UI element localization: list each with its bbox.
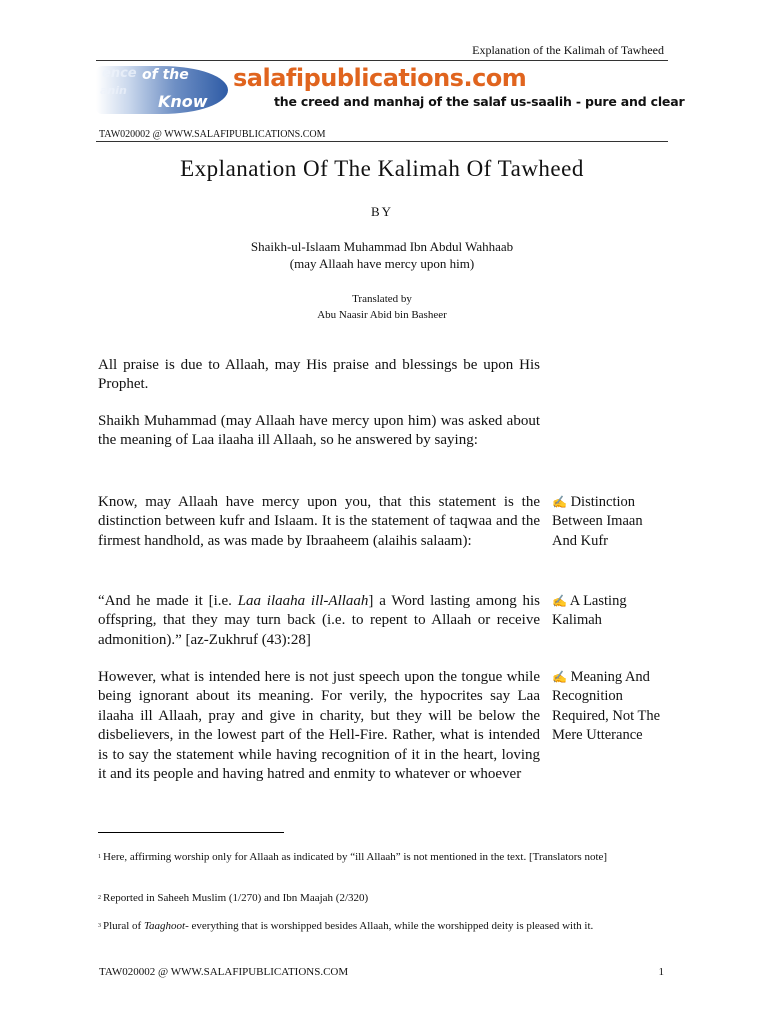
site-tagline: the creed and manhaj of the salaf us-saalih - pure and clear xyxy=(274,94,685,109)
footer-document-id: TAW020002 @ WWW.SALAFIPUBLICATIONS.COM xyxy=(99,966,349,978)
footnote-text: - everything that is worshipped besides Allaah, while the worshipped deity is pleased with it. xyxy=(185,920,594,932)
body-paragraph: However, what is intended here is not just speech upon the tongue while being ignorant about its meaning. For verily, the hypocrites say Laa ilaaha ill Allaah, pray and give in charity, but they will be below the disbelievers, in the lowest part of the Hell-Fire. Rather, what is intended is to say the statement while having recognition of it in the heart, loving it and its people and having hatred and enmity to whatever or whoever xyxy=(98,669,540,783)
footnote-text: Reported in Saheeh Muslim (1/270) and Ibn Maajah (2/320) xyxy=(103,892,369,904)
globe-logo-image xyxy=(96,66,228,114)
footnote-mark: 1 xyxy=(98,854,101,860)
site-banner xyxy=(96,64,685,120)
globe-word-know: Know xyxy=(158,92,208,111)
globe-word-of-the: of the xyxy=(142,67,189,83)
pencil-icon: ✍ xyxy=(552,594,567,608)
footnote xyxy=(98,851,664,864)
by-label: BY xyxy=(370,204,394,219)
margin-note-text: Distinction Between Imaan And Kufr xyxy=(552,494,643,549)
footnote-mark: 3 xyxy=(98,923,101,929)
pencil-icon: ✍ xyxy=(552,495,567,509)
author-block xyxy=(96,238,668,272)
author-name: Shaikh-ul-Islaam Muhammad Ibn Abdul Wahhaab xyxy=(250,239,514,254)
quote-italic-text: Laa ilaaha ill-Allaah xyxy=(237,593,369,609)
footnote-italic-text: Taaghoot xyxy=(143,920,186,932)
body-paragraph: Shaikh Muhammad (may Allaah have mercy upon him) was asked about the meaning of Laa ilaaha ill Allaah, so he answered by saying: xyxy=(98,413,540,449)
footnote-mark: 2 xyxy=(98,895,101,901)
body-paragraph: All praise is due to Allaah, may His praise and blessings be upon His Prophet. xyxy=(98,357,540,393)
divider xyxy=(96,141,668,142)
body-paragraph: Know, may Allaah have mercy upon you, that this statement is the distinction between kufr and Islaam. It is the statement of taqwaa and the firmest handhold, as was made by Ibraaheem (alaihis salaam): xyxy=(98,494,540,549)
document-id: TAW020002 @ WWW.SALAFIPUBLICATIONS.COM xyxy=(99,129,326,140)
footnote-text: Here, affirming worship only for Allaah as indicated by “ill Allaah” is not mentioned in the text. [Translators note] xyxy=(103,851,608,863)
author-prayer: (may Allaah have mercy upon him) xyxy=(289,256,475,271)
margin-note xyxy=(552,493,662,551)
quote-text: “And he made it [i.e. xyxy=(98,593,238,609)
running-header: Explanation of the Kalimah of Tawheed xyxy=(472,43,664,57)
page-number: 1 xyxy=(658,966,664,978)
footnote xyxy=(98,920,664,933)
translator-name: Abu Naasir Abid bin Basheer xyxy=(317,309,447,321)
pencil-icon: ✍ xyxy=(552,670,567,684)
margin-note-text: A Lasting Kalimah xyxy=(552,593,627,629)
translated-by-label: Translated by xyxy=(352,293,412,305)
quran-quote-paragraph xyxy=(98,592,540,650)
footnote-text: Plural of xyxy=(103,920,144,932)
footnote-divider xyxy=(98,832,284,833)
footnote xyxy=(98,892,664,905)
margin-note-text: Meaning And Recognition Required, Not The Mere Utterance xyxy=(552,669,661,744)
document-title: Explanation Of The Kalimah Of Tawheed xyxy=(180,156,584,181)
margin-note xyxy=(552,592,662,631)
globe-decor: anin xyxy=(100,84,127,97)
quote-text: ] a Word lasting among his offspring, that they may turn back (i.e. to repent to Allaah or receive admonition).” [az-Zukhruf (43):28] xyxy=(98,593,540,648)
globe-decor: ence xyxy=(102,66,137,81)
header-rule xyxy=(96,60,668,61)
site-name-logo: salafipublications.com xyxy=(233,64,527,92)
margin-note xyxy=(552,668,662,746)
translator-block xyxy=(96,291,668,323)
